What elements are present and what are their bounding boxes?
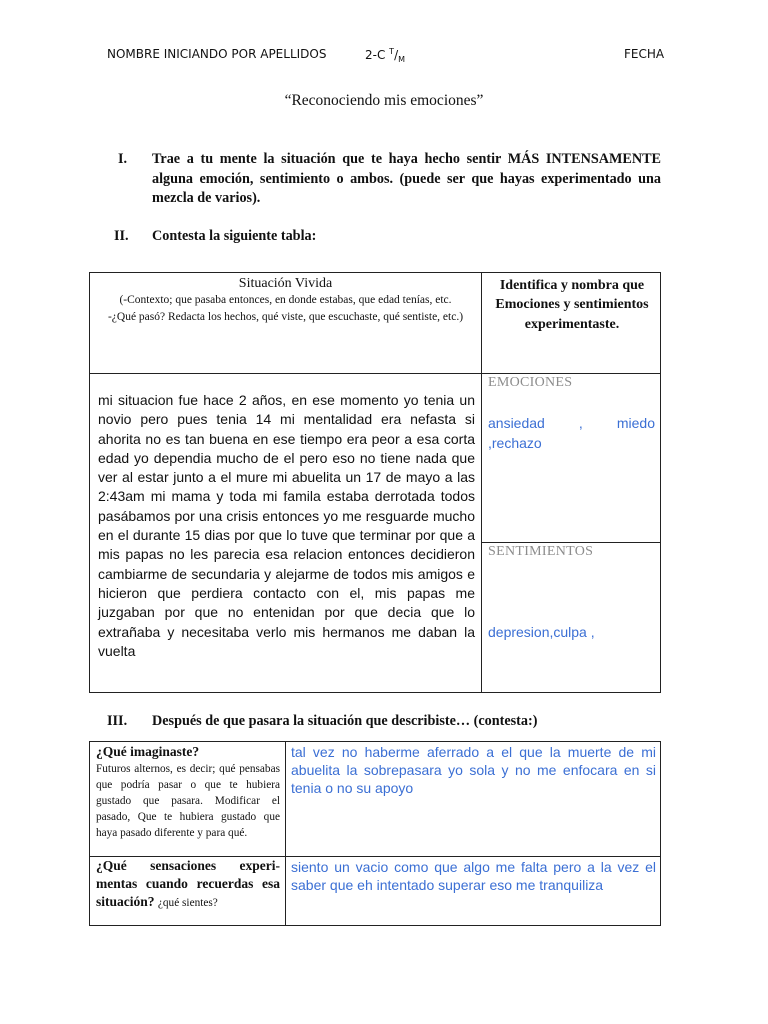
group-prefix: 2-C <box>365 48 390 62</box>
situation-header-title: Situación Vivida <box>238 276 333 291</box>
page-header <box>0 47 768 67</box>
section-1-note: (puede ser que hayas experimentado una mezcla de varios). <box>152 170 661 206</box>
section-1-instruction: Trae a tu mente la situación que te haya hecho sentir MÁS INTENSAMENTE alguna emoción, sentimiento o ambos. <box>152 151 661 187</box>
group-slash: / <box>394 48 399 62</box>
question-sensations <box>96 857 280 911</box>
situation-header <box>90 275 481 326</box>
emotions-answer[interactable] <box>488 413 655 453</box>
feelings-label: SENTIMIENTOS <box>488 544 594 559</box>
date-field-label: FECHA <box>624 47 665 61</box>
group-label <box>365 47 405 64</box>
emotions-label: EMOCIONES <box>488 375 573 390</box>
question-sensations-title-wrap <box>96 857 280 911</box>
reflection-table <box>89 741 661 926</box>
group-sub: M <box>398 55 406 64</box>
section-3-text: Después de que pasara la situación que describiste… (contesta:) <box>152 713 538 729</box>
question-imagined <box>96 743 280 841</box>
answer-sensations[interactable]: siento un vacio como que algo me falta pero a la vez el saber que eh intentado superar eso me tranquiliza <box>291 859 656 893</box>
emotion-word: ,rechazo <box>488 435 542 451</box>
name-field-label: NOMBRE INICIANDO POR APELLIDOS <box>107 47 327 61</box>
question-sensations-hint: ¿qué sientes? <box>157 897 218 909</box>
situation-header-what-happened: -¿Qué pasó? Redacta los hechos, qué viste, que escuchaste, qué sentiste, etc.) <box>107 311 464 323</box>
section-1 <box>118 150 663 210</box>
section-1-number: I. <box>118 151 128 167</box>
question-imagined-title: ¿Qué imaginaste? <box>96 744 200 759</box>
section-2 <box>114 227 414 247</box>
table-divider <box>481 542 661 543</box>
emotion-word: miedo <box>616 415 655 431</box>
section-2-number: II. <box>114 228 129 244</box>
question-imagined-hint: Futuros alternos, es decir; qué pensabas que podría pasar o que te hubiera gustado que pasara. Modificar el pasado, Que te hubiera gustado que haya pasado diferente y para qué. <box>96 763 280 839</box>
table-divider <box>90 373 660 374</box>
section-2-text: Contesta la siguiente tabla: <box>152 228 317 244</box>
table-divider <box>481 273 482 692</box>
document-title: “Reconociendo mis emociones” <box>284 92 484 109</box>
group-sup: T <box>389 47 395 56</box>
section-3 <box>107 712 607 732</box>
emotion-word: ansiedad <box>488 415 545 431</box>
emotion-separator: , <box>578 415 583 431</box>
situation-header-context: (-Contexto; que pasaba entonces, en donde estabas, que edad tenías, etc. <box>119 294 452 306</box>
answer-imagined[interactable]: tal vez no haberme aferrado a el que la muerte de mi abuelita la sobrepasara yo sola y no me enfocara en si tenia o no su apoyo <box>291 744 656 796</box>
situation-answer[interactable]: mi situacion fue hace 2 años, en ese momento yo tenia un novio pero pues tenia 14 mi mentalidad era nefasta si ahorita no es tan buena en ese tiempo era peor a esa corta edad yo dependia mucho de el pero eso no tiene nada que ver al estar junto a el mure mi abuelita un 17 de mayo a las 2:43am mi mama y toda mi famila estaba derrotada todos pasábamos por una crisis entonces yo me resguarde mucho en el durante 15 dias por que lo tuve que terminar por que a mis papas no les parecia esa relacion entonces decidieron cambiarme de secundaria y alejarme de todos mis amigos e hicieron que perdiera contacto con el, mis papas me juzgaban por que no entenidan por que decia que lo extrañaba y necesitaba verlo mis hermanos me daban la vuelta <box>98 392 475 659</box>
emotions-header: Identifica y nombra que Emociones y sentimientos experimentaste. <box>495 278 649 332</box>
table-divider <box>285 742 286 925</box>
feelings-answer[interactable]: depresion,culpa , <box>488 624 595 640</box>
situation-table <box>89 272 661 693</box>
question-sensations-title: ¿Qué sensaciones experi-mentas cuando recuerdas esa situación? <box>96 858 280 909</box>
section-3-number: III. <box>107 713 128 729</box>
section-1-text <box>152 150 661 209</box>
